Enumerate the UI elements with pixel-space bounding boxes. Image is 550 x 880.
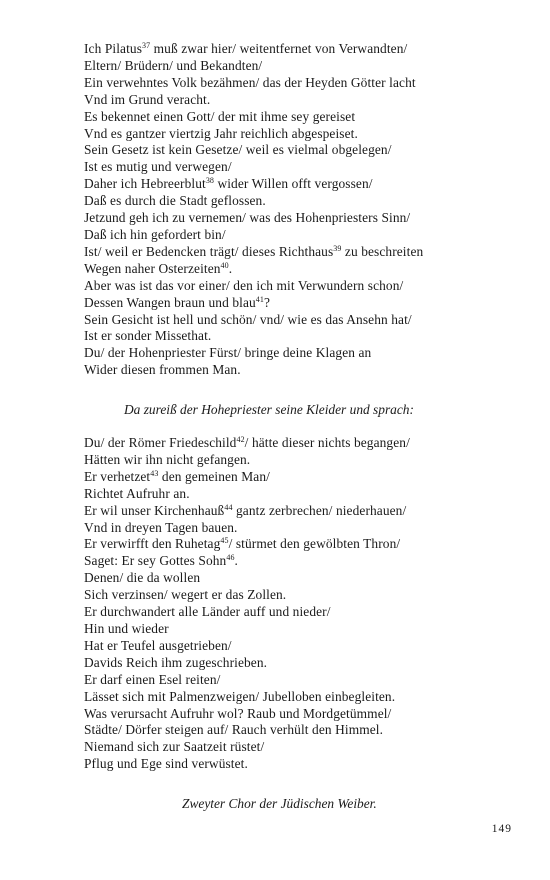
verse-text: Daß ich hin gefordert bin/ (84, 226, 226, 242)
verse-text: Denen/ die da wollen (84, 570, 201, 586)
verse-line (84, 176, 510, 193)
verse-line (84, 345, 510, 362)
verse-text: Pflug und Ege sind verwüstet. (84, 756, 248, 772)
verse-text: Hin und wieder (84, 620, 169, 636)
verse-line (84, 604, 510, 621)
verse-text: . (228, 260, 233, 276)
verse-text: Er darf einen Esel reiten/ (84, 671, 221, 687)
verse-line (84, 261, 510, 278)
verse-text: Sein Gesicht ist hell und schön/ vnd/ wie es das Ansehn hat/ (84, 311, 412, 327)
verse-text: Was verursacht Aufruhr wol? Raub und Mordgetümmel/ (84, 705, 392, 721)
verse-line (84, 452, 510, 469)
verse-text: Vnd im Grund veracht. (84, 91, 211, 107)
verse-text: Er verwirfft den Ruhetag (84, 536, 221, 552)
stage-direction: Da zureiß der Hohepriester seine Kleider und sprach: (124, 402, 414, 417)
verse-text: / stürmet den gewölbten Thron/ (228, 536, 401, 552)
verse-text: Städte/ Dörfer steigen auf/ Rauch verhült den Himmel. (84, 722, 384, 738)
verse-text: muß zwar hier/ weitentfernet von Verwandten/ (150, 41, 408, 56)
verse-text: gantz zerbrechen/ niederhauen/ (232, 502, 407, 518)
verse-text: Daß es durch die Stadt geflossen. (84, 193, 266, 209)
verse-text: Ich Pilatus (84, 41, 143, 56)
verse-text: Sich verzinsen/ wegert er das Zollen. (84, 587, 287, 603)
verse-text: . (234, 553, 238, 569)
verse-text: Jetzund geh ich zu vernemen/ was des Hohenpriesters Sinn/ (84, 210, 411, 226)
footnote-marker: 46 (226, 553, 235, 563)
verse-text: Vnd es gantzer viertzig Jahr reichlich abgespeiset. (84, 125, 358, 141)
verse-text: Ist er sonder Missethat. (84, 328, 212, 344)
verse-text: Du/ der Römer Friedeschild (84, 435, 237, 450)
verse-text: Wider diesen frommen Man. (84, 362, 241, 378)
footnote-marker: 43 (150, 468, 159, 478)
verse-line (84, 689, 510, 706)
footnote-marker: 38 (205, 176, 215, 186)
verse-line (84, 655, 510, 672)
verse-line (84, 722, 510, 739)
verse-text: Er verhetzet (84, 468, 151, 484)
verse-line (84, 75, 510, 92)
verse-text: Er wil unser Kirchenhauß (84, 502, 225, 518)
verse-text: Dessen Wangen braun und blau (84, 294, 256, 310)
verse-line (84, 328, 510, 345)
verse-text: Hätten wir ihn nicht gefangen. (84, 451, 251, 467)
verse-text: Davids Reich ihm zugeschrieben. (84, 654, 268, 670)
verse-line (84, 435, 510, 452)
verse-text: Er durchwandert alle Länder auff und nieder/ (84, 604, 331, 620)
verse-line (84, 621, 510, 638)
footnote-marker: 45 (220, 536, 229, 546)
footnote-marker: 37 (142, 41, 151, 50)
footnote-marker: 42 (236, 435, 245, 444)
verse-line (84, 503, 510, 520)
verse-text: Saget: Er sey Gottes Sohn (84, 553, 227, 569)
verse-line (84, 227, 510, 244)
verse-text: Wegen naher Osterzeiten (84, 260, 221, 276)
verse-line (84, 92, 510, 109)
verse-line (84, 486, 510, 503)
verse-text: Hat er Teufel ausgetrieben/ (84, 637, 232, 653)
verse-line (84, 295, 510, 312)
verse-line (84, 553, 510, 570)
verse-text: Ist es mutig und verwegen/ (84, 159, 232, 175)
footnote-marker: 44 (224, 502, 233, 512)
verse-line (84, 58, 510, 75)
verse-line (84, 142, 510, 159)
verse-line (84, 469, 510, 486)
verse-text: Richtet Aufruhr an. (84, 485, 190, 501)
verse-text: Lässet sich mit Palmenzweigen/ Jubelloben einbegleiten. (84, 688, 396, 704)
verse-text: Sein Gesetz ist kein Gesetze/ weil es vielmal obgelegen/ (84, 142, 392, 158)
verse-line (84, 41, 510, 58)
verse-text: Eltern/ Brüdern/ und Bekandten/ (84, 57, 263, 73)
verse-line (84, 159, 510, 176)
verse-text: zu beschreiten (341, 243, 424, 259)
verse-line (84, 756, 510, 773)
verse-text: den gemeinen Man/ (158, 468, 270, 484)
verse-line (84, 278, 510, 295)
verse-text: Ein verwehntes Volk bezähmen/ das der Heyden Götter lacht (84, 74, 416, 90)
verse-line (84, 126, 510, 143)
verse-line (84, 536, 510, 553)
verse-text: Es bekennet einen Gott/ der mit ihme sey gereiset (84, 108, 356, 124)
verse-line (84, 587, 510, 604)
page-number: 149 (491, 823, 512, 835)
verse-line (84, 312, 510, 329)
footnote-marker: 39 (333, 243, 342, 253)
footnote-marker: 40 (220, 260, 229, 270)
chorus-heading: Zweyter Chor der Jüdischen Weiber. (182, 796, 377, 811)
verse-text: Niemand sich zur Saatzeit rüstet/ (84, 739, 265, 755)
verse-line (84, 193, 510, 210)
verse-line (84, 570, 510, 587)
verse-text: ? (264, 294, 271, 310)
verse-text: wider Willen offt vergossen/ (214, 176, 373, 192)
verse-line (84, 520, 510, 537)
verse-line (84, 210, 510, 227)
verse-text: Ist/ weil er Bedencken trägt/ dieses Richthaus (84, 243, 334, 259)
verse-block-hohepriester (84, 435, 510, 773)
verse-text: Du/ der Hohenpriester Fürst/ bringe deine Klagen an (84, 345, 372, 361)
verse-line (84, 109, 510, 126)
verse-text: Aber was ist das vor einer/ den ich mit Verwundern schon/ (84, 277, 404, 293)
verse-line (84, 672, 510, 689)
verse-text: / hätte dieser nichts begangen/ (244, 435, 410, 450)
verse-line (84, 706, 510, 723)
footnote-marker: 41 (255, 294, 264, 304)
verse-block-pilatus (84, 41, 510, 379)
verse-text: Daher ich Hebreerblut (84, 176, 206, 192)
verse-line (84, 739, 510, 756)
verse-line (84, 638, 510, 655)
verse-line (84, 244, 510, 261)
verse-text: Vnd in dreyen Tagen bauen. (84, 519, 238, 535)
verse-line (84, 362, 510, 379)
